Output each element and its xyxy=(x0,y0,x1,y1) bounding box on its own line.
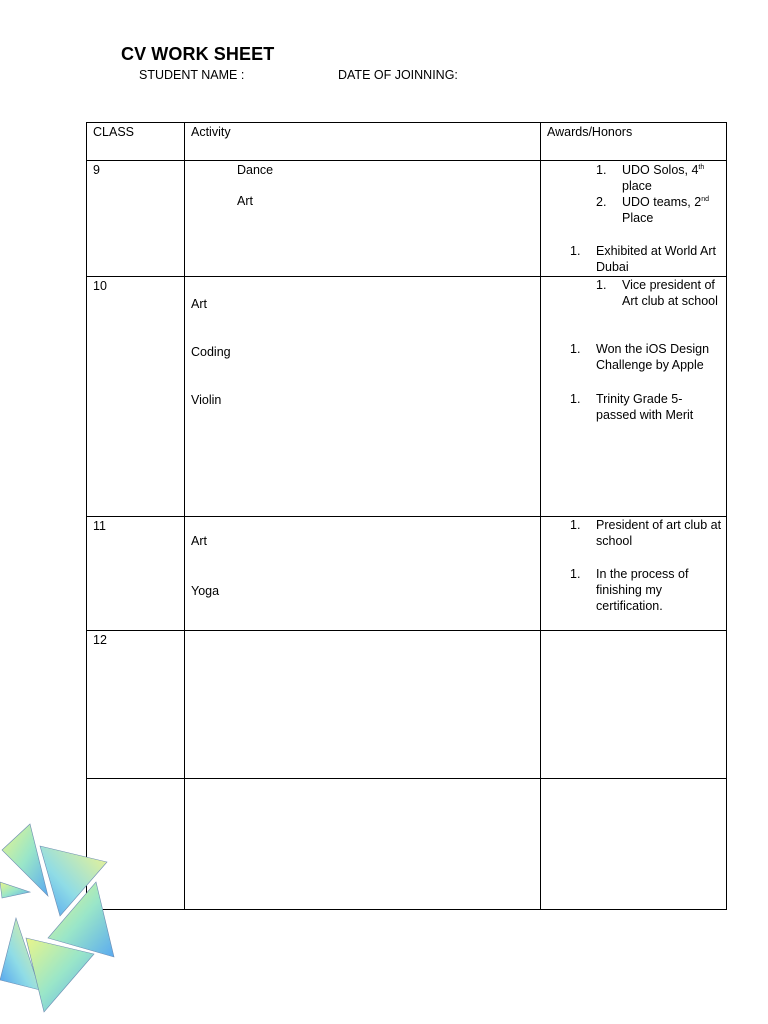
award-text: President of art club at school xyxy=(596,518,722,548)
award-text: In the process of finishing my certification. xyxy=(596,567,689,613)
class-cell xyxy=(87,161,185,277)
award-item xyxy=(596,162,724,194)
activity-cell xyxy=(185,517,541,631)
column-header-activity: Activity xyxy=(191,125,231,139)
award-text: Vice president of Art club at school xyxy=(622,278,718,308)
award-item xyxy=(570,243,724,275)
award-number: 1. xyxy=(570,244,581,258)
activity-cell xyxy=(185,277,541,517)
header-awards-cell xyxy=(541,123,727,161)
table-header-row xyxy=(87,123,727,161)
award-number: 1. xyxy=(596,278,607,292)
award-list xyxy=(596,162,724,226)
cv-table xyxy=(86,122,727,910)
date-of-joining-label: DATE OF JOINNING: xyxy=(338,68,458,82)
class-number: 9 xyxy=(93,163,100,177)
award-list xyxy=(570,243,724,275)
award-number: 1. xyxy=(570,518,581,532)
award-item xyxy=(596,194,724,226)
class-cell xyxy=(87,277,185,517)
page-title: CV WORK SHEET xyxy=(121,44,275,64)
award-list xyxy=(570,391,724,423)
award-item xyxy=(570,391,724,423)
class-cell xyxy=(87,631,185,779)
class-cell xyxy=(87,517,185,631)
activity-item: Violin xyxy=(191,393,222,407)
award-text: Exhibited at World Art Dubai xyxy=(596,244,716,274)
class-number: 10 xyxy=(93,279,107,293)
table-row xyxy=(87,161,727,277)
award-item xyxy=(570,517,724,549)
table-row xyxy=(87,779,727,910)
student-name-label: STUDENT NAME : xyxy=(139,68,245,82)
activity-cell xyxy=(185,161,541,277)
activity-item: Art xyxy=(237,194,253,208)
award-number: 1. xyxy=(570,567,581,581)
star-burst-graphic xyxy=(0,820,130,1020)
award-item xyxy=(596,277,724,309)
award-text: Won the iOS Design Challenge by Apple xyxy=(596,342,710,372)
table-row xyxy=(87,631,727,779)
activity-item: Coding xyxy=(191,345,231,359)
award-item xyxy=(570,566,724,614)
award-number: 1. xyxy=(596,163,607,177)
award-list xyxy=(570,517,724,549)
award-text: Trinity Grade 5- passed with Merit xyxy=(596,392,694,422)
award-list xyxy=(596,277,724,309)
table-row xyxy=(87,517,727,631)
activity-item: Dance xyxy=(237,163,274,177)
activity-item: Art xyxy=(191,534,207,548)
class-number: 11 xyxy=(93,519,106,533)
award-text: UDO teams, 2nd Place xyxy=(622,195,709,225)
awards-cell xyxy=(541,631,727,779)
activity-item: Art xyxy=(191,297,207,311)
awards-cell xyxy=(541,779,727,910)
award-number: 1. xyxy=(570,342,581,356)
class-number: 12 xyxy=(93,633,107,647)
activity-cell xyxy=(185,779,541,910)
star-shard xyxy=(26,938,94,1012)
awards-cell xyxy=(541,161,727,277)
column-header-awards: Awards/Honors xyxy=(547,125,633,139)
award-list xyxy=(570,341,724,373)
award-number: 1. xyxy=(570,392,581,406)
awards-cell xyxy=(541,277,727,517)
activity-cell xyxy=(185,631,541,779)
award-list xyxy=(570,566,724,614)
star-shard xyxy=(0,882,30,898)
award-text: UDO Solos, 4th place xyxy=(622,163,705,193)
table-row xyxy=(87,277,727,517)
header-class-cell xyxy=(87,123,185,161)
award-item xyxy=(570,341,724,373)
column-header-class: CLASS xyxy=(93,125,134,139)
header-activity-cell xyxy=(185,123,541,161)
activity-item: Yoga xyxy=(191,584,220,598)
awards-cell xyxy=(541,517,727,631)
award-number: 2. xyxy=(596,195,607,209)
